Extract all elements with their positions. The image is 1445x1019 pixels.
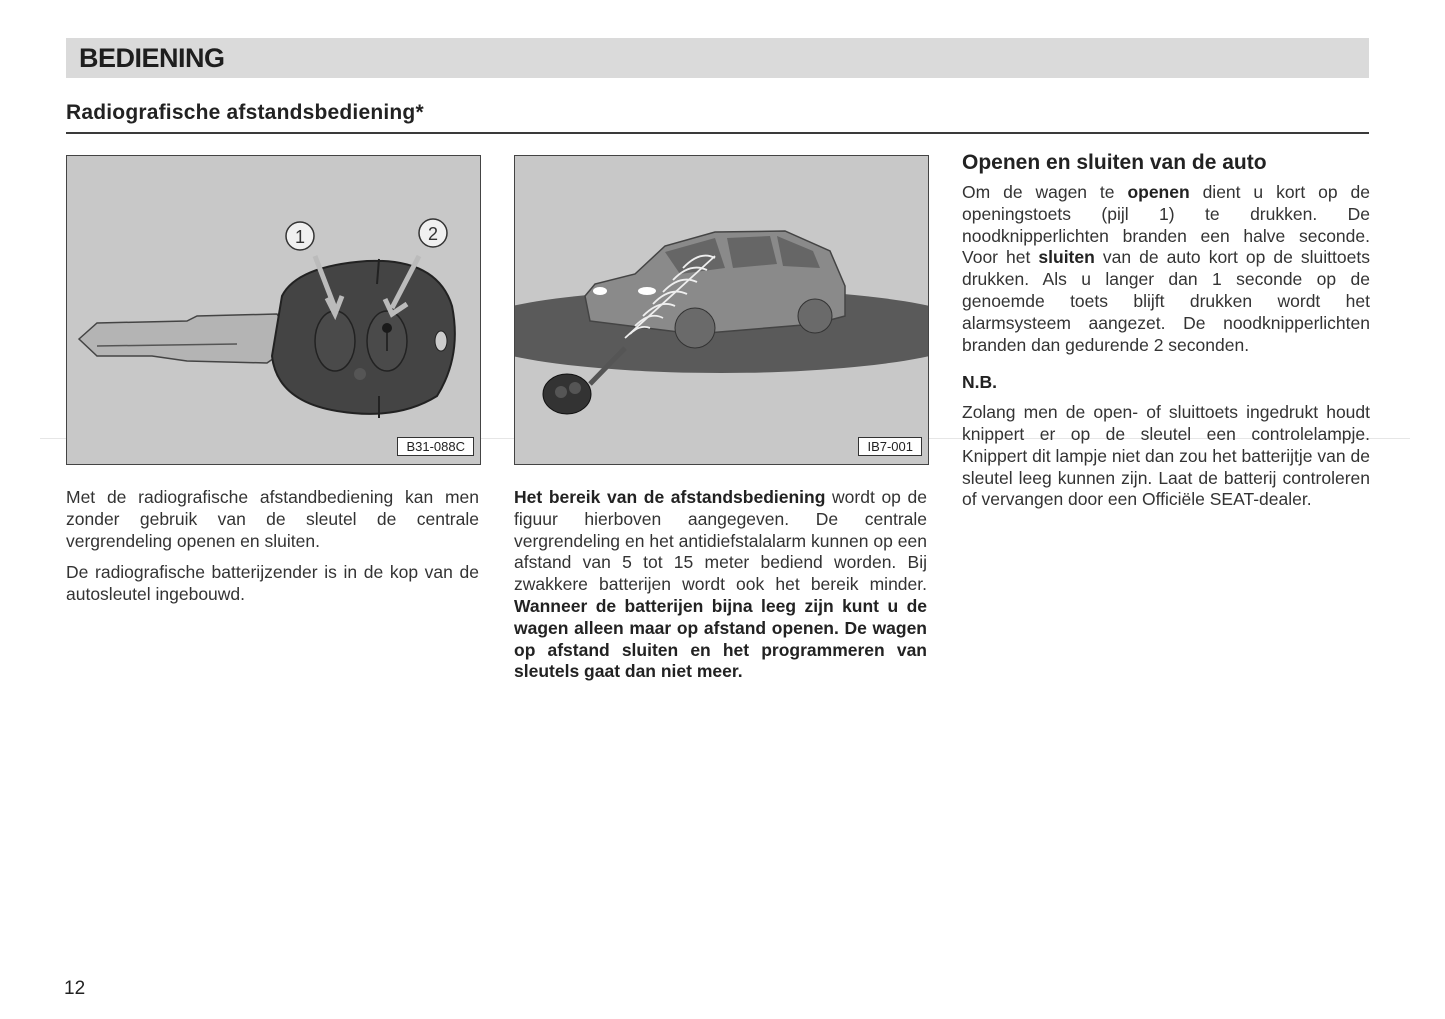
callout-1-label: 1 <box>294 227 306 247</box>
chapter-header <box>66 38 1369 78</box>
text-span: van de auto kort op de sluittoets drukken. Als u langer dan 1 seconde op de genoemde toets blijft drukken wordt het alarmsysteem aangezet. De noodknipperlichten branden dan gedurende 2 seconden. <box>962 247 1370 355</box>
figure-code: B31-088C <box>397 437 474 456</box>
page-number: 12 <box>64 978 86 999</box>
bold-open: openen <box>1127 182 1190 202</box>
range-intro: Het bereik van de afstandsbediening <box>514 487 826 507</box>
key-fob-illustration <box>67 156 480 464</box>
text-span: dient u kort op de openingstoets (pijl 1) te drukken. De noodknipperlichten branden een halve seconde. Voor het <box>962 182 1370 268</box>
section-title: Radiografische afstandsbediening* <box>66 101 424 124</box>
open-button-icon <box>315 311 355 371</box>
nb-paragraph: Zolang men de open- of sluittoets ingedrukt houdt knippert er op de sleutel een controlelampje. Knippert dit lampje niet dan zou het batterijtje van de sleutel leeg kunnen zijn. Laat de batterij controleren of vervangen door een Officiële SEAT-dealer. <box>962 402 1370 510</box>
middle-column <box>514 487 927 693</box>
open-close-paragraph <box>962 182 1370 356</box>
range-text: wordt op de figuur hierboven aangegeven. De centrale vergrendeling en het antidiefstalalarm kunnen op een afstand van 5 tot 15 meter bediend worden. Bij zwakkere batterijen wordt ook het bereik minder. <box>514 487 928 595</box>
figure-code: IB7-001 <box>858 437 922 456</box>
paragraph: Met de radiografische afstandbediening kan men zonder gebruik van de sleutel de centrale vergrendeling openen en sluiten. <box>66 487 479 551</box>
battery-warning: Wanneer de batterijen bijna leeg zijn kunt u de wagen alleen maar op afstand openen. De wagen op afstand sluiten en het programmeren van sleutels gaat dan niet meer. <box>514 595 927 682</box>
section-divider <box>66 132 1369 134</box>
car-range-illustration <box>515 156 928 464</box>
right-column <box>962 150 1370 521</box>
key-fob-body-icon <box>272 261 455 414</box>
text-span: Om de wagen te <box>962 182 1128 202</box>
remote-key-icon <box>543 374 591 414</box>
paragraph: De radiografische batterijzender is in de kop van de autosleutel ingebouwd. <box>66 562 479 605</box>
left-column <box>66 487 479 616</box>
callout-2-label: 2 <box>427 224 439 244</box>
chapter-title: BEDIENING <box>79 43 225 73</box>
open-close-heading: Openen en sluiten van de auto <box>962 151 1267 174</box>
nb-heading: N.B. <box>962 372 997 393</box>
bold-close: sluiten <box>1038 247 1095 268</box>
figure-car-range <box>514 155 929 465</box>
figure-key-fob <box>66 155 481 465</box>
range-paragraph <box>514 487 927 683</box>
